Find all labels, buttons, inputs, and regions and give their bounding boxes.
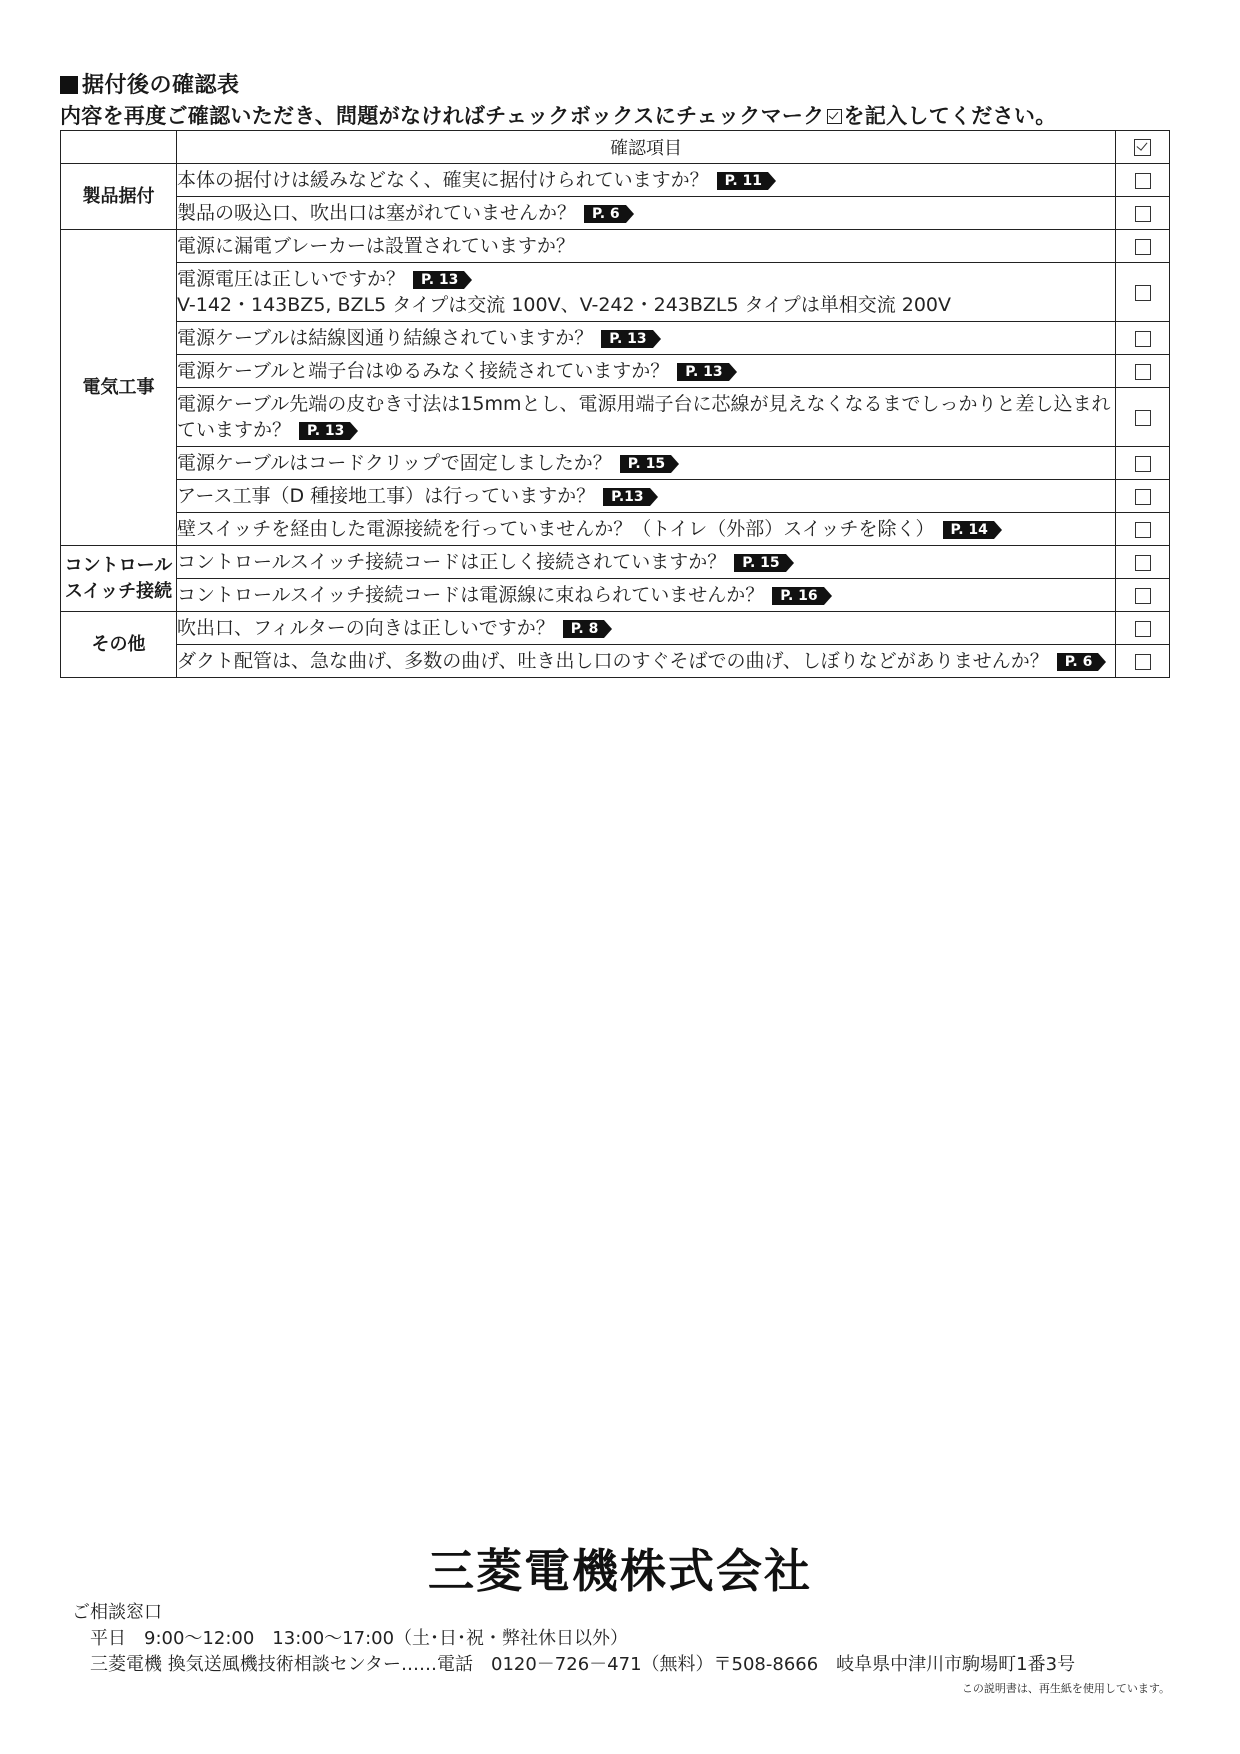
checkbox-cell	[1116, 197, 1170, 230]
instruction-text	[60, 100, 1057, 130]
checkbox[interactable]	[1135, 522, 1151, 538]
checkmark-box-icon	[827, 109, 842, 124]
contact-hours: 平日 9:00～12:00 13:00～17:00（土･日･祝・弊社休日以外）	[90, 1628, 629, 1649]
header-item-cell: 確認項目	[177, 131, 1116, 164]
page-reference-badge: P. 11	[717, 172, 768, 190]
checkbox-cell	[1116, 645, 1170, 678]
checkbox-cell	[1116, 480, 1170, 513]
category-cell	[61, 546, 177, 612]
checkbox-cell	[1116, 447, 1170, 480]
checklist-row	[61, 388, 1170, 447]
page-reference-badge: P. 13	[677, 363, 728, 381]
checklist-row	[61, 612, 1170, 645]
checkbox[interactable]	[1135, 489, 1151, 505]
category-label: 電気工事	[82, 376, 155, 398]
checkbox[interactable]	[1135, 588, 1151, 604]
check-item-cell	[177, 355, 1116, 388]
checklist-row	[61, 197, 1170, 230]
section-heading	[60, 68, 240, 99]
check-item-cell	[177, 230, 1116, 263]
check-item-cell	[177, 645, 1116, 678]
checkbox[interactable]	[1135, 410, 1151, 426]
header-check-cell	[1116, 131, 1170, 164]
checkbox-cell	[1116, 388, 1170, 447]
checklist-body	[61, 164, 1170, 678]
checklist-row	[61, 513, 1170, 546]
page-reference-badge: P. 13	[299, 422, 350, 440]
checkbox[interactable]	[1135, 239, 1151, 255]
checkbox-cell	[1116, 612, 1170, 645]
check-item-text: 製品の吸込口、吹出口は塞がれていませんか？	[177, 202, 577, 224]
checked-box-icon	[1134, 139, 1151, 156]
check-item-text: コントロールスイッチ接続コードは正しく接続されていますか？	[177, 551, 727, 573]
check-item-cell	[177, 164, 1116, 197]
page-reference-badge: P. 6	[584, 205, 626, 223]
check-item-cell	[177, 513, 1116, 546]
check-item-text: 電源に漏電ブレーカーは設置されていますか？	[177, 235, 575, 257]
check-item-text: ダクト配管は、急な曲げ、多数の曲げ、吐き出し口のすぐそばでの曲げ、しぼりなどがありませんか？	[177, 650, 1049, 672]
check-item-text: 吹出口、フィルターの向きは正しいですか？	[177, 617, 555, 639]
check-item-text: コントロールスイッチ接続コードは電源線に束ねられていませんか？	[177, 584, 765, 606]
category-label: 製品据付	[82, 185, 155, 207]
page-reference-badge: P. 15	[620, 455, 671, 473]
check-item-cell	[177, 197, 1116, 230]
checklist-header-row	[61, 131, 1170, 164]
contact-center: 三菱電機 換気送風機技術相談センター……電話 0120－726－471（無料）〒508-8666 岐阜県中津川市駒場町1番3号	[90, 1654, 1076, 1675]
checkbox[interactable]	[1135, 206, 1151, 222]
check-item-text: 電源ケーブルは結線図通り結線されていますか？	[177, 327, 594, 349]
checkbox-cell	[1116, 579, 1170, 612]
page-reference-badge: P. 6	[1057, 653, 1099, 671]
checklist-row	[61, 322, 1170, 355]
category-label: コントロール スイッチ接続	[64, 554, 173, 602]
checklist-table	[60, 130, 1170, 678]
checkbox-cell	[1116, 164, 1170, 197]
page-reference-badge: P. 16	[772, 587, 823, 605]
category-cell	[61, 612, 177, 678]
page-reference-badge: P.13	[603, 488, 650, 506]
checklist-row	[61, 355, 1170, 388]
check-item-text: 電源電圧は正しいですか？	[177, 268, 406, 290]
checkbox[interactable]	[1135, 173, 1151, 189]
checkbox[interactable]	[1135, 654, 1151, 670]
check-item-cell	[177, 546, 1116, 579]
checkbox-cell	[1116, 513, 1170, 546]
category-cell	[61, 230, 177, 546]
checklist-row	[61, 546, 1170, 579]
checkbox-cell	[1116, 230, 1170, 263]
page-reference-badge: P. 13	[413, 271, 464, 289]
checkbox-cell	[1116, 322, 1170, 355]
checkbox[interactable]	[1135, 331, 1151, 347]
checkbox[interactable]	[1135, 364, 1151, 380]
checkbox[interactable]	[1135, 285, 1151, 301]
check-item-text: 壁スイッチを経由した電源接続を行っていませんか？（トイレ（外部）スイッチを除く）	[177, 518, 935, 540]
page-reference-badge: P. 15	[734, 554, 785, 572]
checkbox-cell	[1116, 355, 1170, 388]
check-item-subtext: V-142・143BZ5, BZL5 タイプは交流 100V、V-242・243BZL5 タイプは単相交流 200V	[177, 294, 951, 316]
checkbox[interactable]	[1135, 621, 1151, 637]
contact-label: ご相談窓口	[72, 1602, 162, 1623]
recycle-note: この説明書は、再生紙を使用しています。	[961, 1682, 1170, 1695]
instruction-text-before: 内容を再度ご確認いただき、問題がなければチェックボックスにチェックマーク	[60, 104, 825, 128]
check-item-cell	[177, 388, 1116, 447]
check-item-cell	[177, 322, 1116, 355]
check-item-cell	[177, 480, 1116, 513]
check-item-text: 電源ケーブルはコードクリップで固定しましたか？	[177, 452, 612, 474]
category-cell	[61, 164, 177, 230]
page-reference-badge: P. 13	[601, 330, 652, 348]
check-item-text: 電源ケーブル先端の皮むき寸法は15mmとし、電源用端子台に芯線が見えなくなるまでしっかりと差し込まれていますか？	[177, 393, 1111, 441]
check-item-text: 電源ケーブルと端子台はゆるみなく接続されていますか？	[177, 360, 670, 382]
checklist-row	[61, 263, 1170, 322]
checkbox-cell	[1116, 263, 1170, 322]
checklist-row	[61, 480, 1170, 513]
check-item-text: アース工事（D 種接地工事）は行っていますか？	[177, 485, 596, 507]
checklist-row	[61, 579, 1170, 612]
check-item-cell	[177, 579, 1116, 612]
instruction-text-after: を記入してください。	[843, 104, 1057, 128]
section-heading-text: 据付後の確認表	[82, 73, 240, 98]
checkbox-cell	[1116, 546, 1170, 579]
check-item-cell	[177, 612, 1116, 645]
check-item-cell	[177, 263, 1116, 322]
checklist-row	[61, 230, 1170, 263]
checkbox[interactable]	[1135, 456, 1151, 472]
checklist-row	[61, 164, 1170, 197]
checklist-row	[61, 645, 1170, 678]
checkbox[interactable]	[1135, 555, 1151, 571]
page-reference-badge: P. 8	[563, 620, 605, 638]
check-item-text: 本体の据付けは緩みなどなく、確実に据付けられていますか？	[177, 169, 709, 191]
header-category-cell	[61, 131, 177, 164]
category-label: その他	[91, 633, 146, 655]
page-reference-badge: P. 14	[943, 521, 994, 539]
checklist-row	[61, 447, 1170, 480]
square-bullet-icon	[60, 76, 78, 94]
check-item-cell	[177, 447, 1116, 480]
company-name: 三菱電機株式会社	[428, 1544, 812, 1598]
